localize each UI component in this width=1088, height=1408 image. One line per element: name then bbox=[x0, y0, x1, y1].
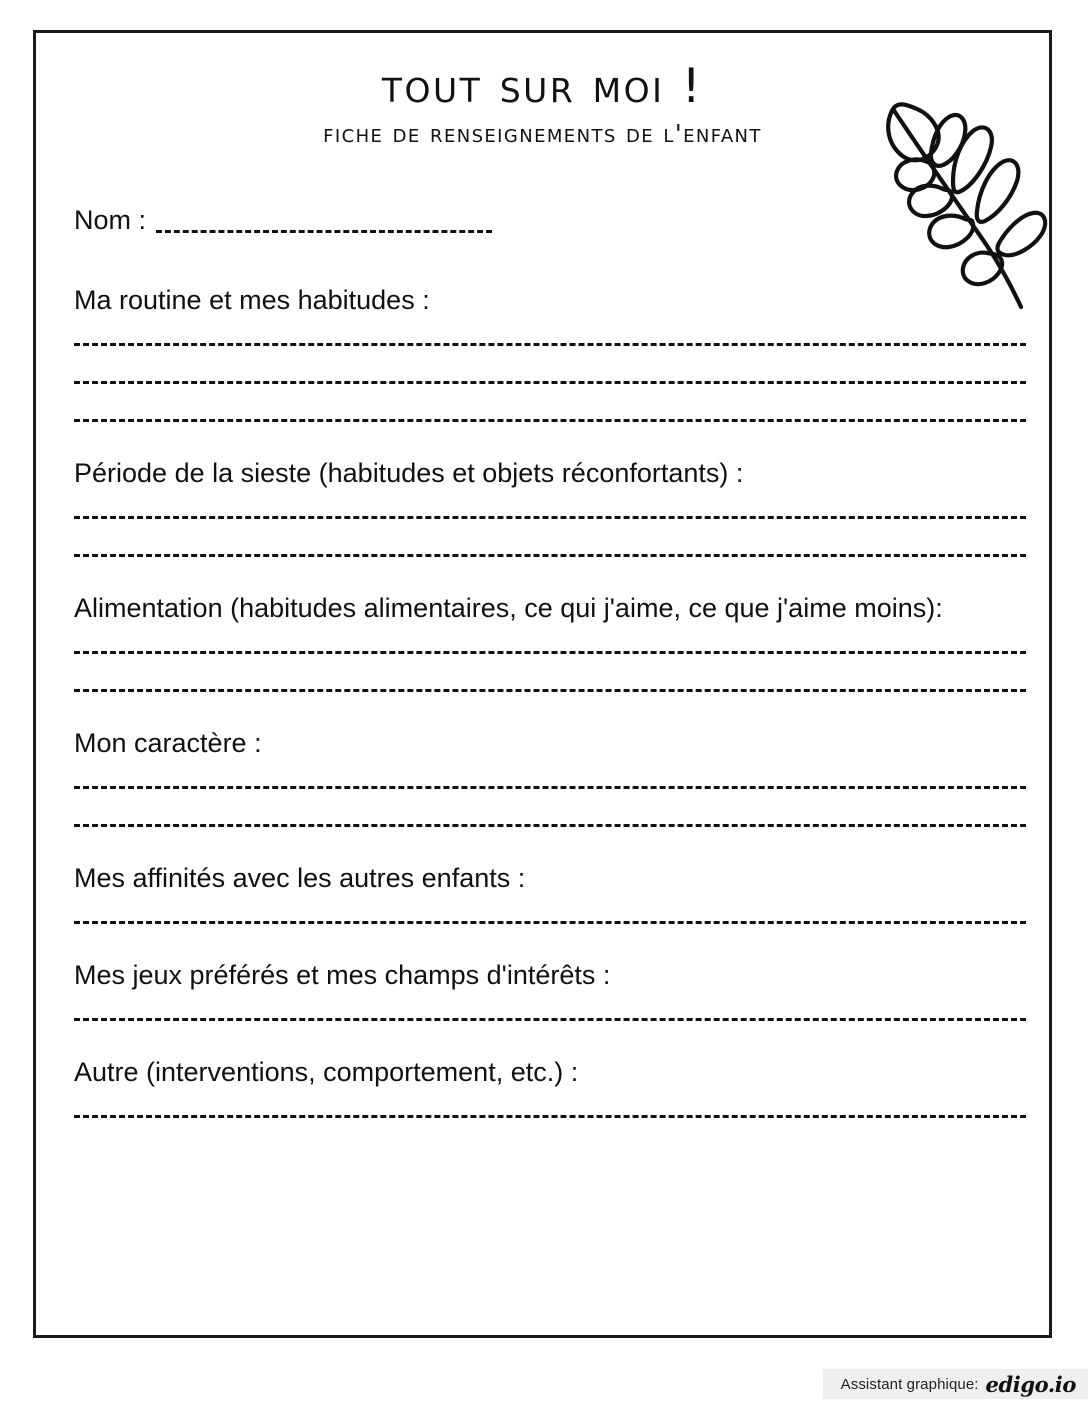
section-alimentation-label: Alimentation (habitudes alimentaires, ce qui j'aime, ce que j'aime moins): bbox=[74, 593, 943, 623]
section-autre-lines bbox=[74, 1115, 1034, 1118]
section-affinites-lines bbox=[74, 921, 1034, 924]
section-sieste-lines bbox=[74, 516, 1034, 557]
writing-line[interactable] bbox=[74, 1018, 1026, 1021]
section-routine-label: Ma routine et mes habitudes : bbox=[74, 285, 430, 315]
writing-line[interactable] bbox=[74, 1115, 1026, 1118]
writing-line[interactable] bbox=[74, 651, 1026, 654]
watermark-badge bbox=[823, 1369, 1088, 1399]
section-sieste bbox=[74, 456, 1034, 557]
section-caractere-label: Mon caractère : bbox=[74, 728, 262, 758]
watermark-label: Assistant graphique: bbox=[840, 1375, 979, 1393]
section-autre-label: Autre (interventions, comportement, etc.) : bbox=[74, 1057, 579, 1087]
section-jeux-label: Mes jeux préférés et mes champs d'intérêts : bbox=[74, 960, 611, 990]
page-border bbox=[33, 30, 1052, 1338]
writing-line[interactable] bbox=[74, 786, 1026, 789]
section-routine-lines bbox=[74, 343, 1034, 422]
section-caractere bbox=[74, 726, 1034, 827]
section-jeux-lines bbox=[74, 1018, 1034, 1021]
field-nom-writing-line[interactable] bbox=[156, 230, 492, 233]
field-nom-label: Nom : bbox=[74, 205, 147, 235]
writing-line[interactable] bbox=[74, 343, 1026, 346]
section-autre bbox=[74, 1055, 1034, 1118]
page-subtitle: fiche de renseignements de l'enfant bbox=[323, 119, 762, 148]
section-affinites-label: Mes affinités avec les autres enfants : bbox=[74, 863, 526, 893]
section-alimentation-lines bbox=[74, 651, 1034, 692]
writing-line[interactable] bbox=[74, 689, 1026, 692]
field-nom[interactable] bbox=[74, 203, 1034, 249]
writing-line[interactable] bbox=[74, 381, 1026, 384]
section-caractere-lines bbox=[74, 786, 1034, 827]
form-body bbox=[74, 203, 1034, 1118]
writing-line[interactable] bbox=[74, 419, 1026, 422]
watermark-brand[interactable]: edigo.io bbox=[985, 1371, 1076, 1397]
section-affinites bbox=[74, 861, 1034, 924]
writing-line[interactable] bbox=[74, 516, 1026, 519]
section-routine bbox=[74, 283, 1034, 422]
section-sieste-label: Période de la sieste (habitudes et objets réconfortants) : bbox=[74, 458, 744, 488]
section-jeux bbox=[74, 958, 1034, 1021]
writing-line[interactable] bbox=[74, 824, 1026, 827]
page-title: tout sur moi ! bbox=[381, 59, 704, 114]
section-alimentation bbox=[74, 591, 1034, 692]
writing-line[interactable] bbox=[74, 554, 1026, 557]
header-block bbox=[36, 61, 1049, 149]
writing-line[interactable] bbox=[74, 921, 1026, 924]
